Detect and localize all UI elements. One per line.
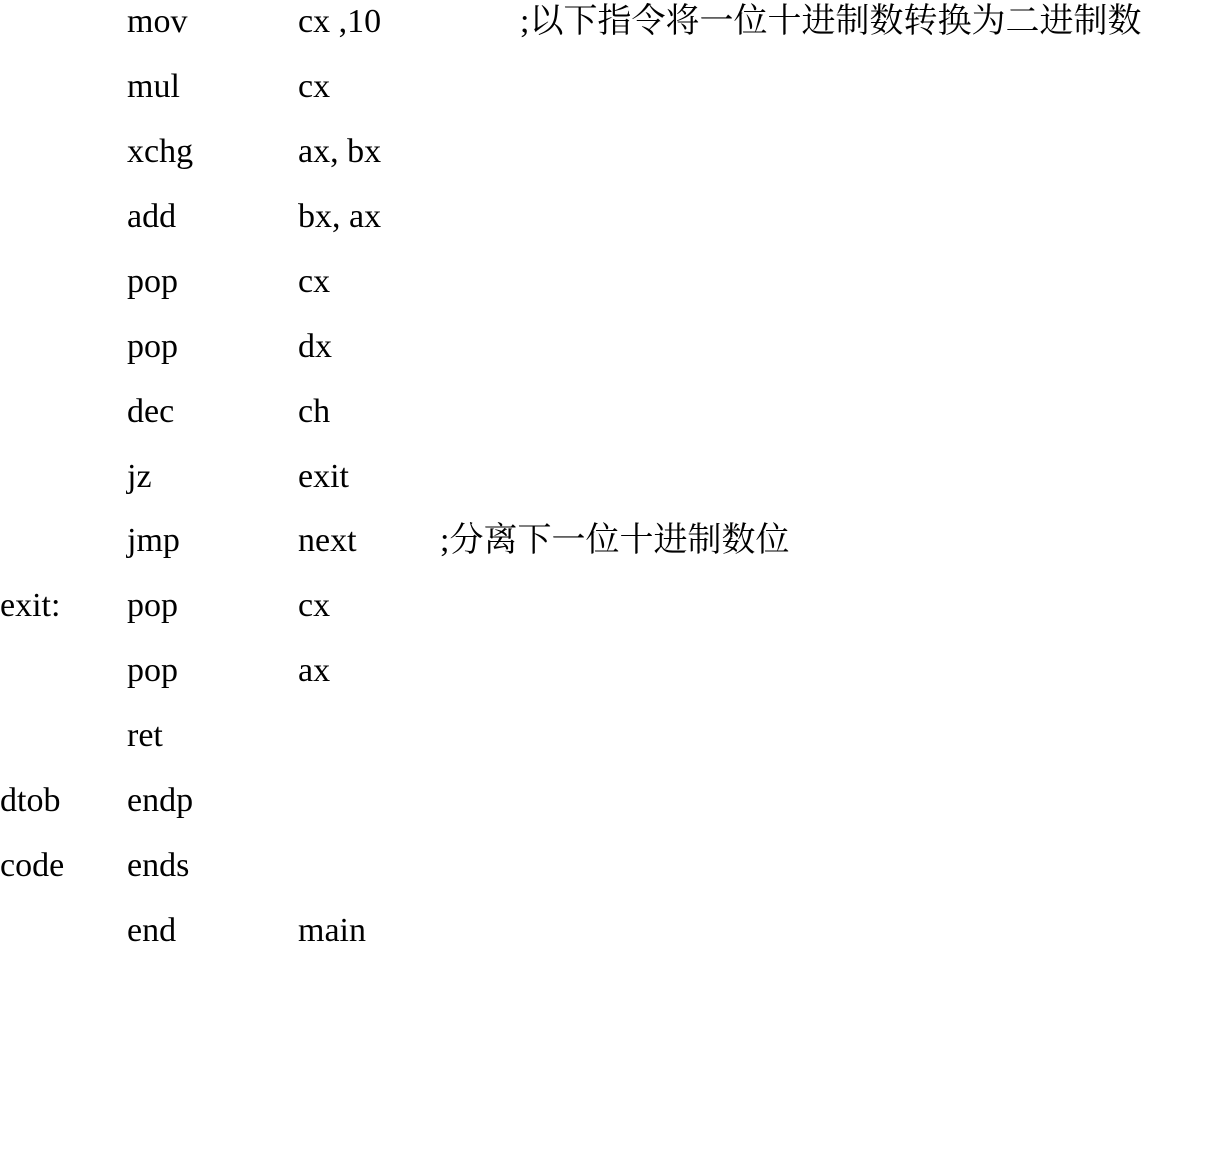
line-mnemonic: jmp bbox=[127, 522, 180, 559]
line-operand: exit bbox=[298, 458, 349, 495]
line-mnemonic: pop bbox=[127, 328, 178, 365]
line-operand: cx bbox=[298, 68, 331, 105]
line-comment: ;以下指令将一位十进制数转换为二进制数 bbox=[520, 3, 1142, 40]
line-operand: cx ,10 bbox=[298, 3, 382, 40]
code-line bbox=[0, 260, 1207, 324]
code-line bbox=[0, 65, 1207, 129]
line-mnemonic: ends bbox=[127, 847, 190, 884]
code-line bbox=[0, 0, 1207, 64]
code-line bbox=[0, 909, 1207, 973]
line-label: exit: bbox=[0, 587, 61, 624]
line-mnemonic: ret bbox=[127, 717, 163, 754]
code-line bbox=[0, 584, 1207, 648]
line-operand: ch bbox=[298, 393, 331, 430]
line-mnemonic: endp bbox=[127, 782, 194, 819]
line-operand: cx bbox=[298, 263, 331, 300]
line-mnemonic: pop bbox=[127, 263, 178, 300]
line-operand: ax bbox=[298, 652, 331, 689]
line-operand: cx bbox=[298, 587, 331, 624]
line-mnemonic: pop bbox=[127, 587, 178, 624]
line-label: dtob bbox=[0, 782, 61, 819]
line-mnemonic: xchg bbox=[127, 133, 194, 170]
line-operand: dx bbox=[298, 328, 332, 365]
code-line bbox=[0, 844, 1207, 908]
line-mnemonic: jz bbox=[127, 458, 152, 495]
code-line bbox=[0, 649, 1207, 713]
code-line bbox=[0, 519, 1207, 583]
line-operand: ax, bx bbox=[298, 133, 382, 170]
line-comment: ;分离下一位十进制数位 bbox=[440, 522, 790, 559]
line-mnemonic: mov bbox=[127, 3, 188, 40]
line-mnemonic: end bbox=[127, 912, 177, 949]
line-operand: bx, ax bbox=[298, 198, 382, 235]
line-mnemonic: dec bbox=[127, 393, 175, 430]
code-line bbox=[0, 195, 1207, 259]
line-label: code bbox=[0, 847, 65, 884]
code-line bbox=[0, 325, 1207, 389]
code-line bbox=[0, 714, 1207, 778]
line-operand: main bbox=[298, 912, 366, 949]
code-line bbox=[0, 390, 1207, 454]
code-line bbox=[0, 455, 1207, 519]
line-mnemonic: add bbox=[127, 198, 177, 235]
code-line bbox=[0, 779, 1207, 843]
line-mnemonic: mul bbox=[127, 68, 180, 105]
line-operand: next bbox=[298, 522, 357, 559]
line-mnemonic: pop bbox=[127, 652, 178, 689]
code-line bbox=[0, 130, 1207, 194]
